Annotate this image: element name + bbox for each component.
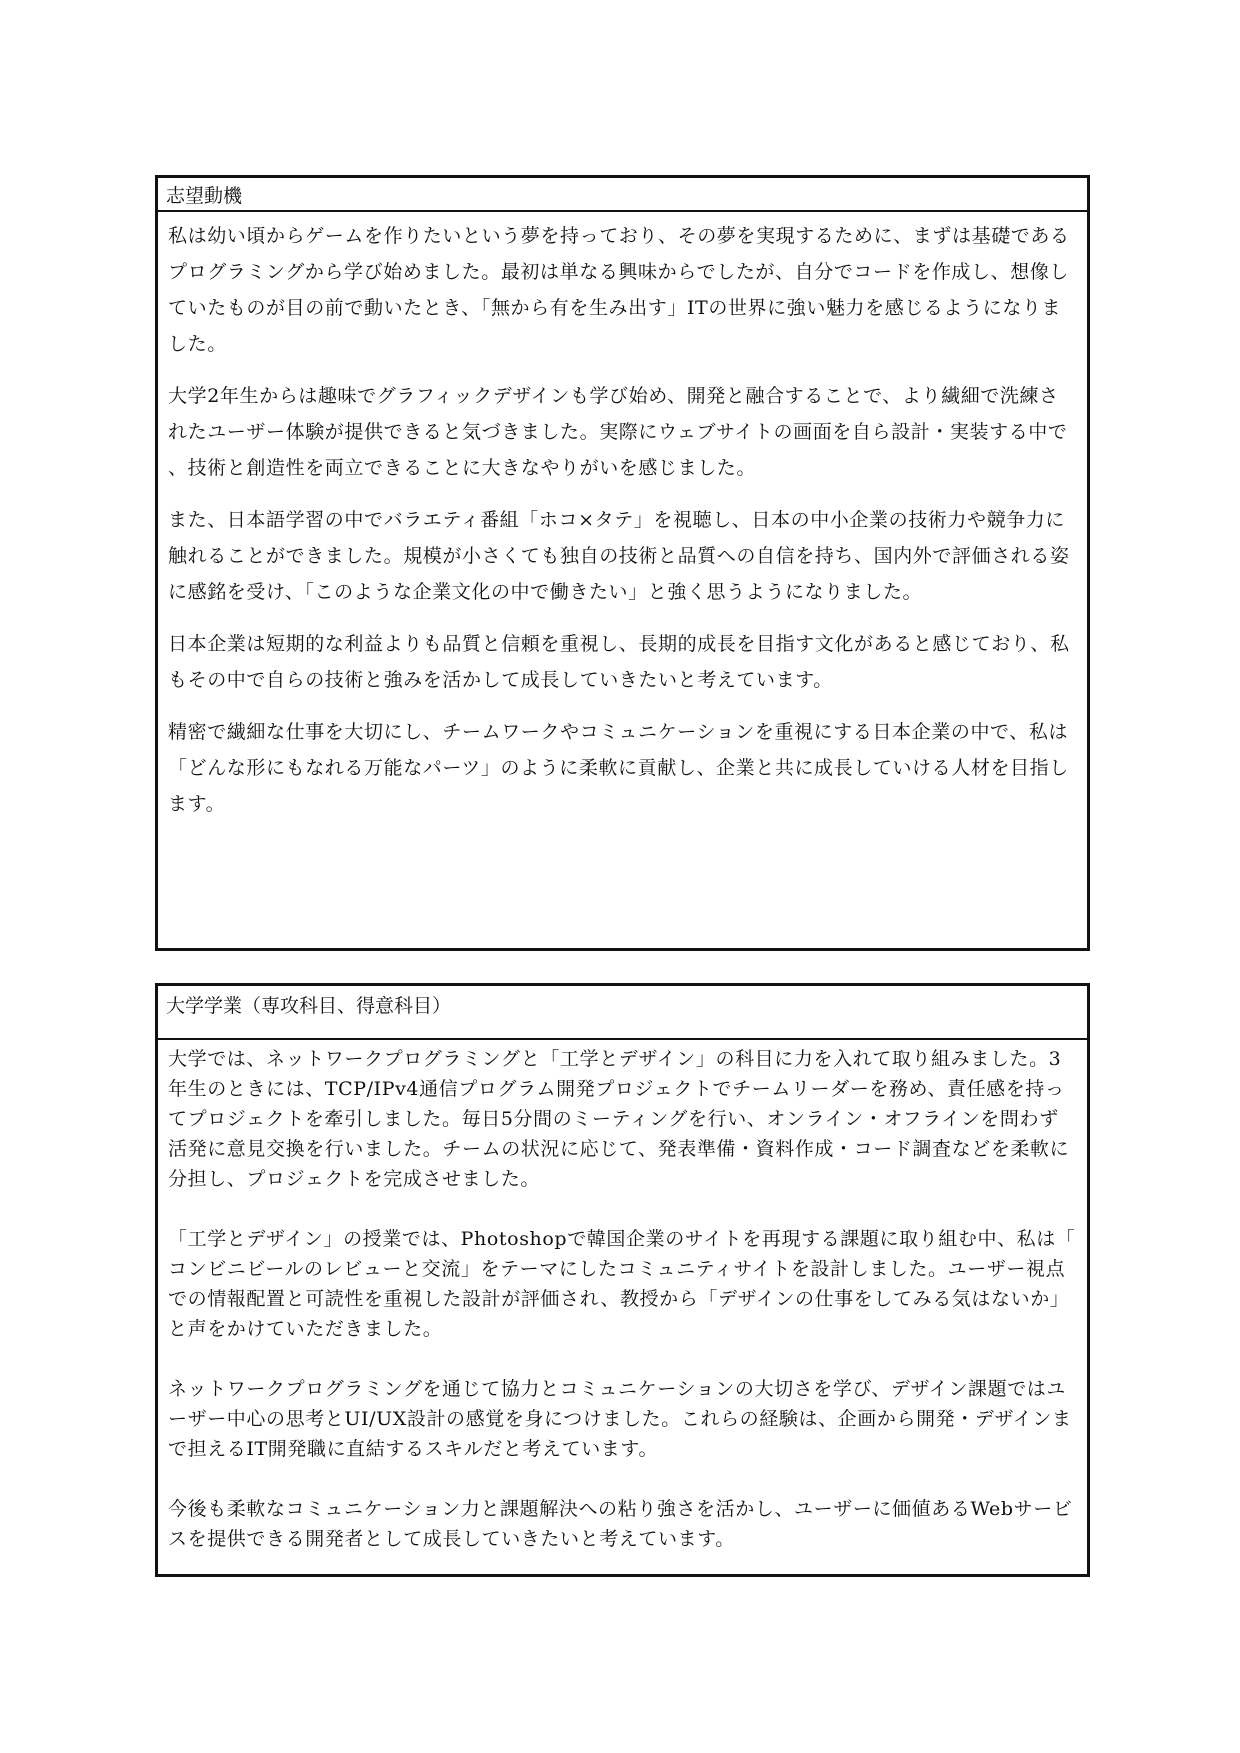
motivation-body bbox=[158, 212, 1087, 822]
academics-section bbox=[155, 983, 1090, 1577]
motivation-section bbox=[155, 175, 1090, 951]
motivation-paragraph: 精密で繊細な仕事を大切にし、チームワークやコミュニケーションを重視にする日本企業の中で、私は「どんな形にもなれる万能なパーツ」のように柔軟に貢献し、企業と共に成長していける人材を目指します。 bbox=[168, 721, 1069, 815]
academics-title: 大学学業（専攻科目、得意科目） bbox=[158, 986, 1087, 1040]
motivation-paragraph: また、日本語学習の中でバラエティ番組「ホコ×タテ」を視聴し、日本の中小企業の技術力や競争力に触れることができました。規模が小さくても独自の技術と品質への自信を持ち、国内外で評価される姿に感銘を受け、「このような企業文化の中で働きたい」と強く思うようになりました。 bbox=[168, 509, 1070, 603]
motivation-title: 志望動機 bbox=[158, 178, 1087, 212]
academics-paragraph: ネットワークプログラミングを通じて協力とコミュニケーションの大切さを学び、デザイン課題ではユーザー中心の思考とUI/UX設計の感覚を身につけました。これらの経験は、企画から開発・デザインまで担えるIT開発職に直結するスキルだと考えています。 bbox=[168, 1378, 1072, 1460]
academics-paragraph: 大学では、ネットワークプログラミングと「工学とデザイン」の科目に力を入れて取り組みました。3年生のときには、TCP/IPv4通信プログラム開発プロジェクトでチームリーダーを務め、責任感を持ってプロジェクトを牽引しました。毎日5分間のミーティングを行い、オンライン・オフラインを問わず活発に意見交換を行いました。チームの状況に応じて、発表準備・資料作成・コード調査などを柔軟に分担し、プロジェクトを完成させました。 bbox=[168, 1048, 1070, 1190]
motivation-paragraph: 私は幼い頃からゲームを作りたいという夢を持っており、その夢を実現するために、まずは基礎であるプログラミングから学び始めました。最初は単なる興味からでしたが、自分でコードを作成し、想像していたものが目の前で動いたとき、「無から有を生み出す」ITの世界に強い魅力を感じるようになりました。 bbox=[168, 225, 1070, 355]
motivation-paragraph: 日本企業は短期的な利益よりも品質と信頼を重視し、長期的成長を目指す文化があると感じており、私もその中で自らの技術と強みを活かして成長していきたいと考えています。 bbox=[168, 633, 1070, 691]
academics-paragraph: 「工学とデザイン」の授業では、Photoshopで韓国企業のサイトを再現する課題に取り組む中、私は「コンビニビールのレビューと交流」をテーマにしたコミュニティサイトを設計しました。ユーザー視点での情報配置と可読性を重視した設計が評価され、教授から「デザインの仕事をしてみる気はないか」と声をかけていただきました。 bbox=[168, 1228, 1076, 1340]
motivation-paragraph: 大学2年生からは趣味でグラフィックデザインも学び始め、開発と融合することで、より繊細で洗練されたユーザー体験が提供できると気づきました。実際にウェブサイトの画面を自ら設計・実装する中で、技術と創造性を両立できることに大きなやりがいを感じました。 bbox=[168, 385, 1068, 479]
academics-body bbox=[158, 1040, 1087, 1554]
academics-paragraph: 今後も柔軟なコミュニケーション力と課題解決への粘り強さを活かし、ユーザーに価値あるWebサービスを提供できる開発者として成長していきたいと考えています。 bbox=[168, 1498, 1073, 1550]
